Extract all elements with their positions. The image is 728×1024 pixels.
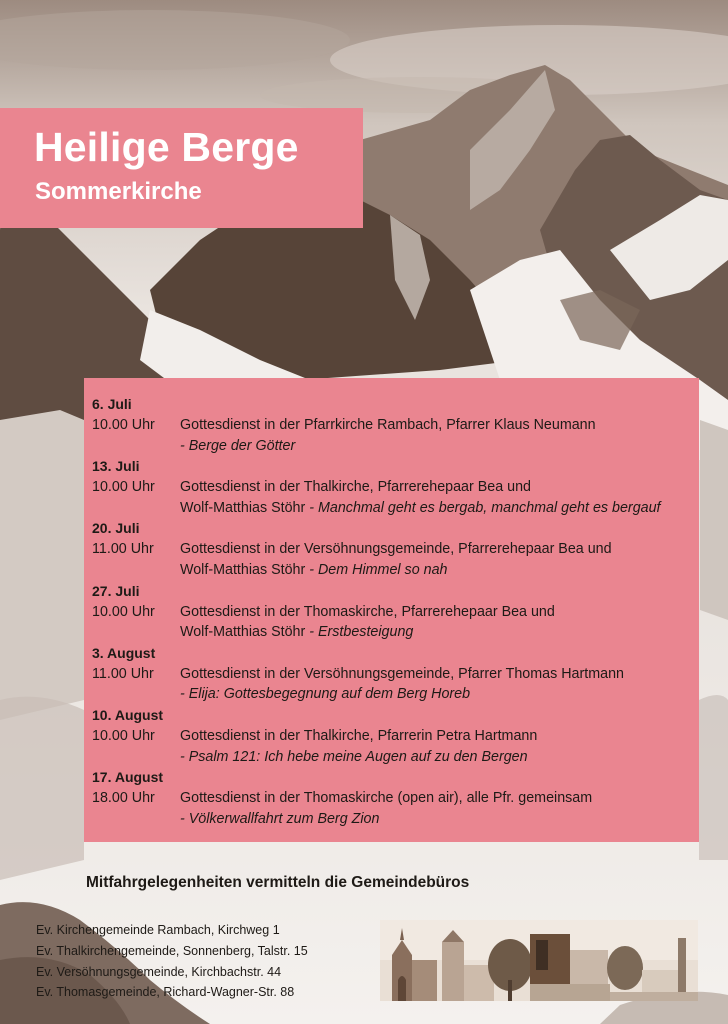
service-theme: - Manchmal geht es bergab, manchmal geht es bergauf	[309, 499, 661, 516]
service-description: Gottesdienst in der Thalkirche, Pfarrerin Petra Hartmann	[180, 727, 538, 744]
parish-address-list	[36, 920, 308, 1003]
service-schedule	[84, 378, 699, 842]
service-description: Gottesdienst in der Versöhnungsgemeinde, Pfarrer Thomas Hartmann	[180, 665, 624, 682]
service-theme: - Psalm 121: Ich hebe meine Augen auf zu den Bergen	[180, 748, 528, 765]
service-description: Gottesdienst in der Thomaskirche, Pfarrerehepaar Bea und	[180, 603, 555, 620]
service-date: 3. August	[92, 644, 156, 661]
service-date: 17. August	[92, 769, 164, 786]
page-subtitle: Sommerkirche	[35, 178, 202, 205]
service-theme: - Dem Himmel so nah	[309, 561, 448, 578]
service-description: Gottesdienst in der Pfarrkirche Rambach, Pfarrer Klaus Neumann	[180, 417, 596, 433]
parish-address: Ev. Versöhnungsgemeinde, Kirchbachstr. 44	[36, 964, 282, 979]
service-date: 13. Juli	[92, 458, 140, 475]
service-date: 20. Juli	[92, 520, 140, 537]
service-description: Gottesdienst in der Thalkirche, Pfarrerehepaar Bea und	[180, 479, 532, 496]
service-time: 10.00 Uhr	[92, 417, 155, 433]
service-time: 10.00 Uhr	[92, 479, 155, 496]
service-date: 10. August	[92, 706, 164, 723]
service-entry	[92, 767, 699, 829]
service-description: Gottesdienst in der Versöhnungsgemeinde, Pfarrerehepaar Bea und	[180, 541, 612, 558]
service-pastor: Wolf-Matthias Stöhr	[180, 499, 310, 516]
service-entry	[92, 456, 699, 518]
service-theme: - Erstbesteigung	[309, 624, 414, 641]
service-time: 18.00 Uhr	[92, 790, 155, 807]
service-entry	[92, 394, 699, 456]
service-entry	[92, 705, 699, 767]
service-theme: - Völkerwallfahrt zum Berg Zion	[180, 810, 380, 827]
page-title: Heilige Berge	[34, 124, 299, 170]
service-pastor: Wolf-Matthias Stöhr	[180, 561, 310, 578]
parish-address: Ev. Thalkirchengemeinde, Sonnenberg, Talstr. 15	[36, 943, 308, 958]
service-time: 10.00 Uhr	[92, 603, 155, 620]
service-theme: - Berge der Götter	[180, 437, 296, 454]
service-description: Gottesdienst in der Thomaskirche (open air), alle Pfr. gemeinsam	[180, 790, 593, 807]
churches-photo	[380, 920, 698, 1001]
service-time: 11.00 Uhr	[92, 541, 154, 558]
service-entry	[92, 643, 699, 705]
service-time: 10.00 Uhr	[92, 727, 155, 744]
service-time: 11.00 Uhr	[92, 665, 154, 682]
parish-address: Ev. Thomasgemeinde, Richard-Wagner-Str. 88	[36, 985, 295, 1000]
service-theme: - Elija: Gottesbegegnung auf dem Berg Horeb	[180, 686, 471, 703]
service-entry	[92, 581, 699, 643]
service-entry	[92, 518, 699, 580]
parish-address: Ev. Kirchengemeinde Rambach, Kirchweg 1	[36, 923, 280, 937]
service-pastor: Wolf-Matthias Stöhr	[180, 624, 310, 641]
ride-share-notice: Mitfahrgelegenheiten vermitteln die Gemeindebüros	[86, 874, 470, 891]
service-date: 27. Juli	[92, 582, 140, 599]
service-date: 6. Juli	[92, 396, 132, 412]
